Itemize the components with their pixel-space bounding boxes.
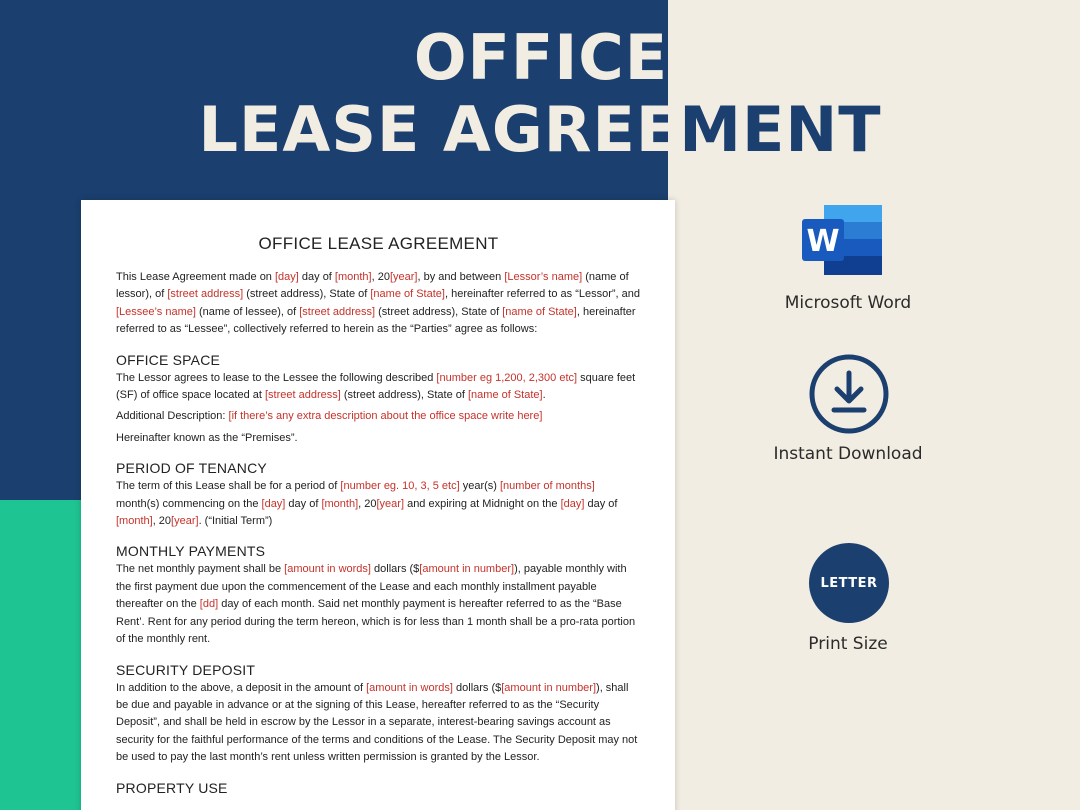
intro-paragraph [116, 269, 641, 339]
section-paragraph [116, 478, 641, 530]
text-run: Hereinafter known as the “Premises”. [116, 431, 298, 444]
document-sections [116, 352, 641, 796]
text-run: , 20 [371, 271, 390, 283]
placeholder-field: [amount in number] [501, 681, 597, 694]
text-run: The term of this Lease shall be for a period of [116, 480, 341, 493]
text-run: ), shall be due and payable in advance or at the signing of this Lease, hereafter referred to as the “Security Deposit”, and shall be held in escrow by the Lessor in a separate, interest-bearing savings account as security for the faithful performance of the terms and conditions of the Lease. The Security Deposit may not be used to pay the last month’s rent unless written permission is granted by the Lessor. [116, 681, 638, 764]
placeholder-field: [Lessee’s name] [116, 305, 196, 318]
section-paragraph [116, 408, 641, 425]
text-run: year(s) [459, 480, 500, 493]
text-run: day of each month. Said net monthly payment is hereafter referred to as the “Base Rent’. Rent for any period during the term hereon, which is for less than 1 month shall be a pro-rata portion of the monthly rent. [116, 598, 636, 646]
download-icon [808, 353, 890, 435]
feature-download [758, 444, 938, 464]
placeholder-field: [street address] [299, 305, 376, 318]
section-heading: SECURITY DEPOSIT [116, 661, 256, 678]
placeholder-field: [day] [560, 497, 585, 510]
placeholder-field: [month] [334, 271, 372, 283]
text-run: (street address), State of [375, 305, 503, 318]
placeholder-field: [name of State] [370, 288, 445, 301]
text-run: Additional Description: [116, 410, 229, 423]
text-run: dollars ($ [452, 681, 502, 694]
placeholder-field: [dd] [199, 598, 219, 611]
text-run: . [542, 389, 546, 402]
document-title: OFFICE LEASE AGREEMENT [258, 234, 499, 253]
text-run: In addition to the above, a deposit in the amount of [116, 681, 367, 694]
placeholder-field: [year] [171, 515, 199, 528]
placeholder-field: [name of State] [502, 305, 577, 318]
text-run: ), payable monthly with the first payment due upon the commencement of the Lease and each monthly installment payable thereafter on the [116, 563, 627, 611]
section-paragraph [116, 370, 641, 405]
text-run: , hereinafter referred to as “Lessor”, and [444, 288, 641, 301]
section-heading: PROPERTY USE [116, 779, 228, 796]
text-run: dollars ($ [370, 563, 420, 576]
placeholder-field: [amount in words] [284, 563, 371, 576]
microsoft-word-icon [802, 205, 884, 275]
text-run: (name of lessor), of [116, 271, 629, 301]
text-run: The net monthly payment shall be [116, 563, 285, 576]
hero-title-line2-light: LEASE AGREE [198, 93, 680, 166]
letter-size-badge: LETTER [809, 543, 889, 623]
text-run: day of [298, 271, 335, 283]
section-paragraph [116, 430, 641, 447]
text-run: (street address), State of [340, 389, 468, 402]
text-run: . (“Initial Term”) [198, 515, 273, 528]
placeholder-field: [day] [261, 497, 286, 510]
placeholder-field: [number eg 1,200, 2,300 etc] [436, 371, 578, 384]
word-icon-letter: W [806, 224, 840, 259]
placeholder-field: [year] [389, 271, 418, 283]
text-run: square feet (SF) of office space located at [116, 371, 636, 402]
text-run: and expiring at Midnight on the [404, 497, 561, 510]
placeholder-field: [amount in words] [366, 681, 453, 694]
text-run: (street address), State of [243, 288, 371, 301]
feature-word-label: Microsoft Word [784, 293, 912, 313]
placeholder-field: [amount in number] [419, 563, 515, 576]
placeholder-field: [name of State] [467, 389, 543, 402]
feature-download-label: Instant Download [773, 444, 923, 464]
placeholder-field: [number of months] [500, 480, 595, 493]
document-preview-page [81, 200, 675, 810]
section-heading: MONTHLY PAYMENTS [116, 543, 266, 560]
placeholder-field: [Lessor’s name] [504, 271, 583, 283]
placeholder-field: [month] [321, 497, 359, 510]
text-run: , by and between [417, 271, 505, 283]
section-heading: PERIOD OF TENANCY [116, 460, 267, 477]
placeholder-field: [month] [116, 515, 153, 528]
placeholder-field: [number eg. 10, 3, 5 etc] [340, 480, 460, 493]
text-run: day of [584, 497, 618, 510]
text-run: month(s) commencing on the [116, 497, 262, 510]
placeholder-field: [day] [274, 271, 299, 283]
hero-title-line1: OFFICE [413, 21, 669, 94]
text-run: day of [285, 497, 322, 510]
text-run: (name of lessee), of [195, 305, 300, 318]
feature-print-size-label: Print Size [808, 634, 888, 654]
text-run: The Lessor agrees to lease to the Lessee the following described [116, 371, 437, 384]
placeholder-field: [year] [376, 497, 405, 510]
text-run: , hereinafter referred to as “Lessee”, collectively referred to herein as the “Parties” agree as follows: [116, 305, 636, 336]
placeholder-field: [street address] [167, 288, 244, 301]
text-run: This Lease Agreement made on [116, 271, 275, 283]
feature-word [758, 293, 938, 313]
feature-print-size [758, 634, 938, 654]
section-paragraph [116, 561, 641, 648]
section-paragraph [116, 680, 641, 767]
text-run: , 20 [152, 515, 172, 528]
placeholder-field: [if there’s any extra description about the office space write here] [228, 410, 543, 423]
text-run: , 20 [358, 497, 377, 510]
hero-title-line2-dark: MENT [679, 93, 882, 166]
section-heading: OFFICE SPACE [116, 351, 221, 368]
placeholder-field: [street address] [264, 389, 341, 402]
